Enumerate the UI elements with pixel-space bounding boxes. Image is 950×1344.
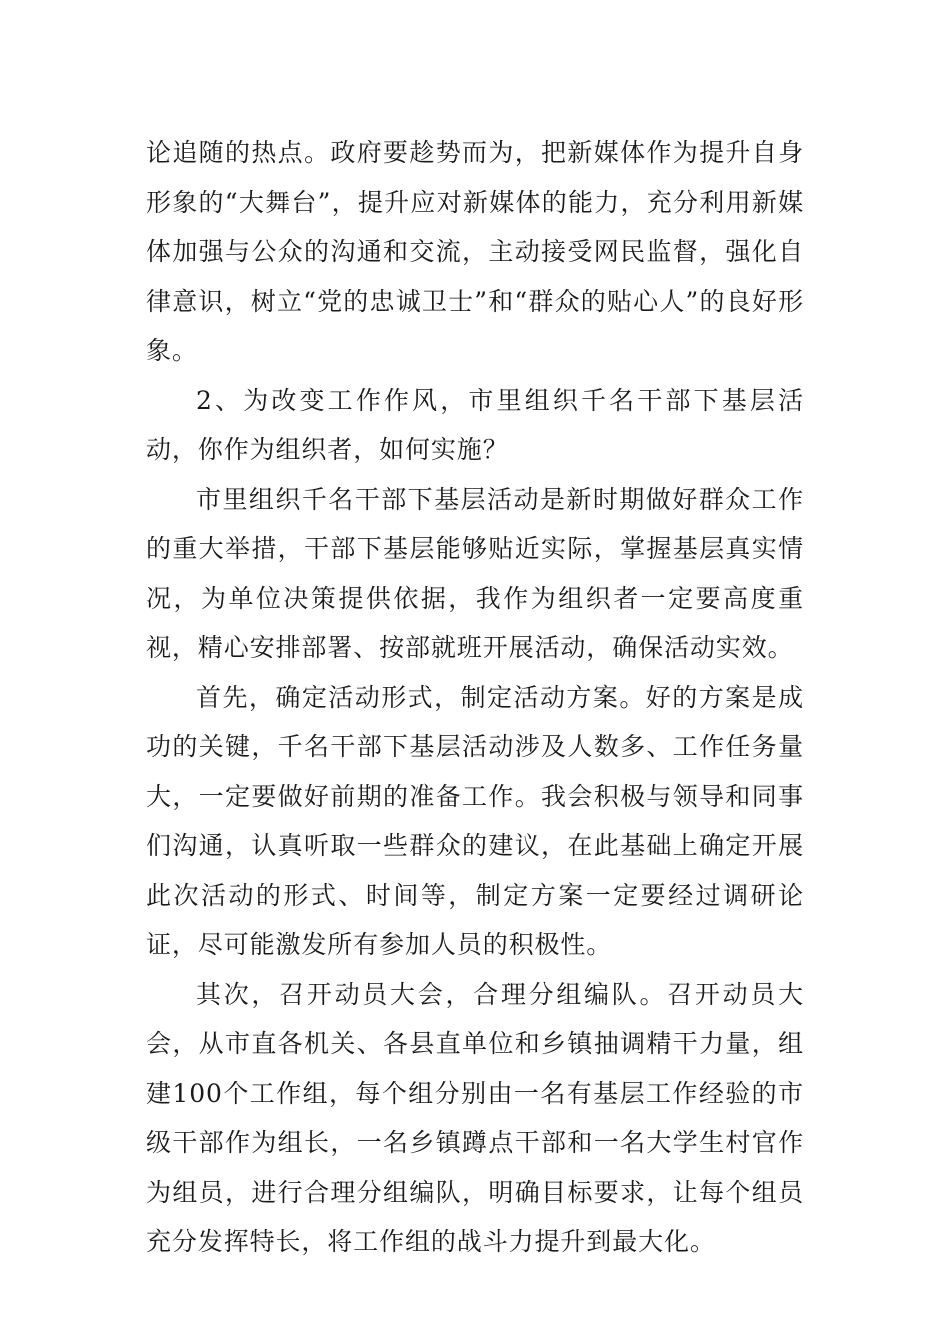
paragraph-question-2: 2、为改变工作作风，市里组织千名干部下基层活动，你作为组织者，如何实施？ [146, 385, 804, 464]
paragraph-step-first: 首先，确定活动形式，制定活动方案。好的方案是成功的关键，千名干部下基层活动涉及人数多、工作任务量大，一定要做好前期的准备工作。我会积极与领导和同事们沟通，认真听取一些群众的建议，在此基础上确定开展此次活动的形式、时间等，制定方案一定要经过调研论证，尽可能激发所有参加人员的积极性。 [146, 682, 804, 959]
paragraph-answer-intro: 市里组织千名干部下基层活动是新时期做好群众工作的重大举措，干部下基层能够贴近实际，掌握基层真实情况，为单位决策提供依据，我作为组织者一定要高度重视，精心安排部署、按部就班开展活动，确保活动实效。 [146, 484, 804, 662]
paragraph-step-second: 其次，召开动员大会，合理分组编队。召开动员大会，从市直各机关、各县直单位和乡镇抽调精干力量，组建100个工作组，每个组分别由一名有基层工作经验的市级干部作为组长，一名乡镇蹲点干部和一名大学生村官作为组员，进行合理分组编队，明确目标要求，让每个组员充分发挥特长，将工作组的战斗力提升到最大化。 [146, 979, 804, 1256]
paragraph-continued-conclusion: 论追随的热点。政府要趁势而为，把新媒体作为提升自身形象的“大舞台”，提升应对新媒体的能力，充分利用新媒体加强与公众的沟通和交流，主动接受网民监督，强化自律意识，树立“党的忠诚卫士”和“群众的贴心人”的良好形象。 [146, 138, 804, 365]
document-body [146, 128, 804, 1267]
